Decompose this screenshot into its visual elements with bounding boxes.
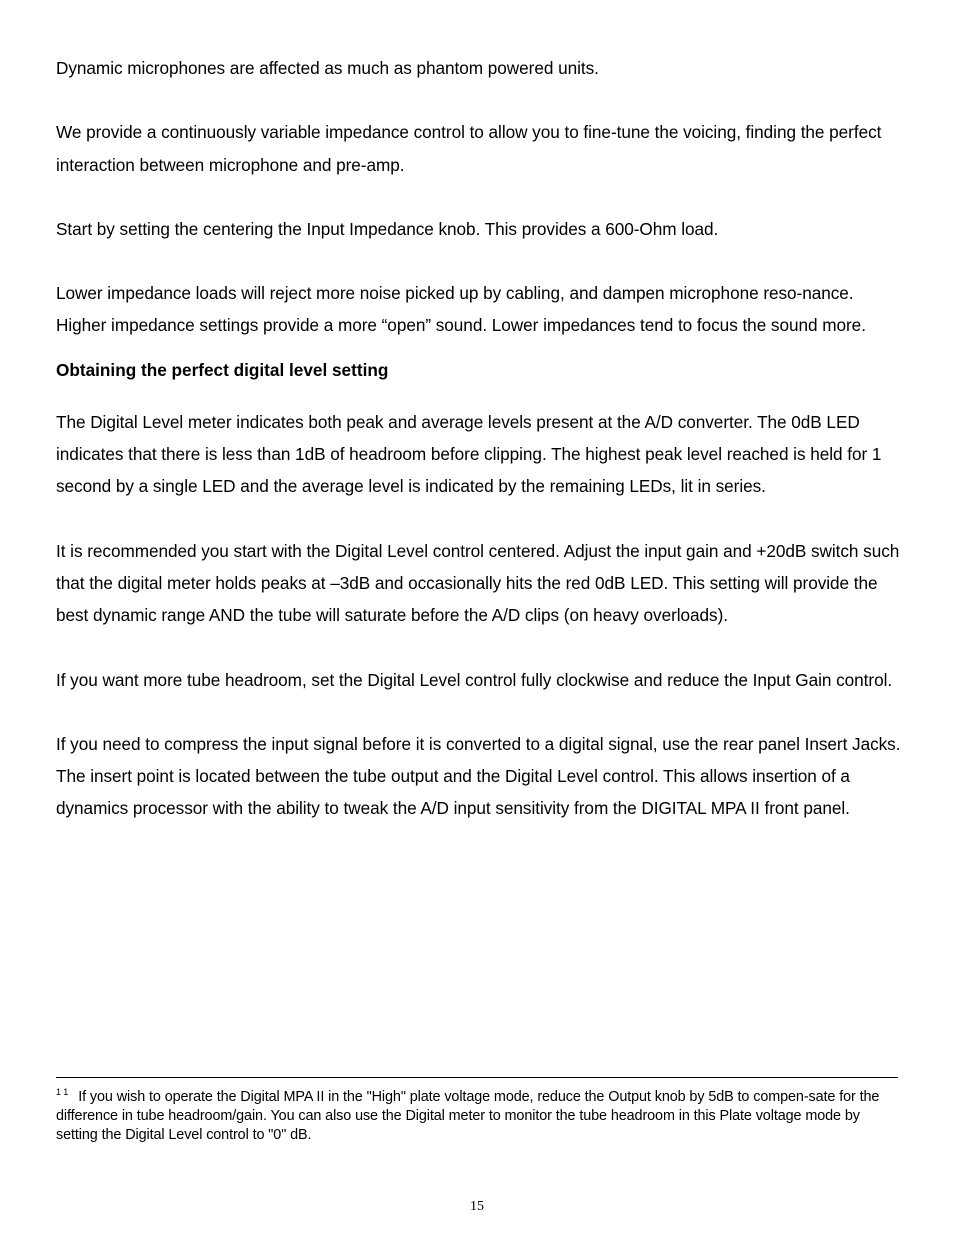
footnote-divider — [56, 1077, 898, 1078]
paragraph-impedance-control: We provide a continuously variable impedance control to allow you to fine-tune the voicing, finding the perfect interaction between microphone and pre-amp. — [56, 122, 882, 175]
paragraph-recommended-start: It is recommended you start with the Digital Level control centered. Adjust the input gain and +20dB switch such that the digital meter holds peaks at –3dB and occasionally hits the red 0dB LED. This setting will provide the best dynamic range AND the tube will saturate before the A/D clips (on heavy overloads). — [56, 540, 900, 626]
footnote — [56, 1083, 898, 1145]
page-body — [56, 52, 901, 857]
paragraph-tube-headroom: If you want more tube headroom, set the Digital Level control fully clockwise and reduce the Input Gain control. — [56, 669, 893, 690]
page-number: 15 — [470, 1199, 484, 1214]
paragraph-insert-jacks: If you need to compress the input signal before it is converted to a digital signal, use the rear panel Insert Jacks. The insert point is located between the tube output and the Digital Level control. This allows insertion of a dynamics processor with the ability to tweak the A/D input sensitivity from the DIGITAL MPA II front panel. — [56, 733, 901, 819]
footnote-text: If you wish to operate the Digital MPA II in the "High" plate voltage mode, reduce the Output knob by 5dB to compen-sate for the difference in tube headroom/gain. You can also use the Digital meter to monitor the tube headroom in this Plate voltage mode by setting the Digital Level control to "0" dB. — [56, 1089, 880, 1143]
footnote-marker: 1 1 — [56, 1087, 69, 1097]
paragraph-start-setting: Start by setting the centering the Input Impedance knob. This provides a 600-Ohm load. — [56, 218, 719, 239]
section-heading: Obtaining the perfect digital level setting — [56, 359, 389, 380]
paragraph-dynamic-mics: Dynamic microphones are affected as much as phantom powered units. — [56, 58, 599, 78]
paragraph-impedance-loads: Lower impedance loads will reject more noise picked up by cabling, and dampen microphone reso-nance. Higher impedance settings provide a more “open” sound. Lower impedances tend to focus the sound more. — [56, 283, 866, 336]
paragraph-digital-meter: The Digital Level meter indicates both peak and average levels present at the A/D converter. The 0dB LED indicates that there is less than 1dB of headroom before clipping. The highest peak level reached is held for 1 second by a single LED and the average level is indicated by the remaining LEDs, lit in series. — [56, 411, 882, 497]
